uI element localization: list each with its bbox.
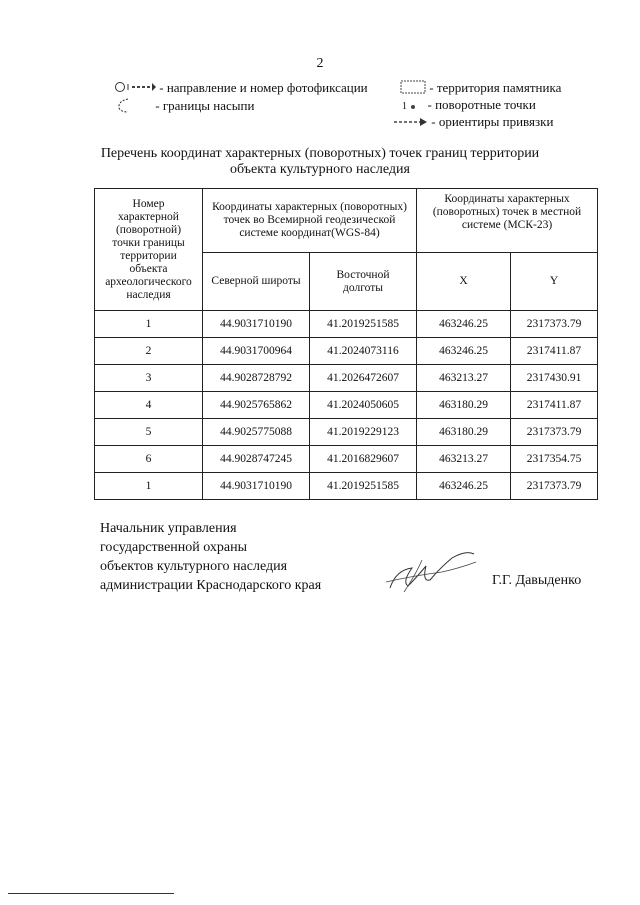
cell-point-number: 1	[95, 473, 203, 500]
cell-point-number: 3	[95, 365, 203, 392]
legend-turning-points-label: - поворотные точки	[427, 97, 536, 112]
cell-x: 463180.29	[417, 419, 511, 446]
table-row	[95, 311, 598, 338]
reference-arrow-icon	[394, 115, 428, 131]
legend-monument-territory-label: - территория памятника	[429, 80, 562, 95]
cell-longitude: 41.2024050605	[310, 392, 417, 419]
cell-x: 463246.25	[417, 338, 511, 365]
signer-title-line-4: администрации Краснодарского края	[100, 578, 322, 593]
cell-latitude: 44.9025775088	[203, 419, 310, 446]
cell-point-number: 1	[95, 311, 203, 338]
document-title	[60, 146, 580, 178]
cell-longitude: 41.2016829607	[310, 446, 417, 473]
cell-y: 2317354.75	[511, 446, 598, 473]
legend-mound-boundaries	[114, 97, 254, 117]
table-row	[95, 419, 598, 446]
title-line-2: объекта культурного наследия	[230, 162, 410, 177]
cell-latitude: 44.9031710190	[203, 473, 310, 500]
cell-longitude: 41.2024073116	[310, 338, 417, 365]
legend-monument-territory	[400, 80, 561, 98]
mound-boundary-icon	[114, 97, 138, 117]
header-y: Y	[511, 253, 598, 311]
table-row	[95, 446, 598, 473]
header-east-longitude: Восточной долготы	[310, 253, 417, 311]
signer-name: Г.Г. Давыденко	[492, 573, 582, 588]
legend-reference-landmarks	[394, 114, 553, 131]
coordinates-table	[94, 188, 598, 500]
cell-point-number: 6	[95, 446, 203, 473]
cell-x: 463180.29	[417, 392, 511, 419]
signature-block	[100, 519, 321, 595]
table-row	[95, 365, 598, 392]
cell-x: 463213.27	[417, 365, 511, 392]
legend-photo-direction-label: - направление и номер фотофиксации	[159, 80, 368, 95]
legend-turning-points	[402, 97, 536, 115]
cell-longitude: 41.2019251585	[310, 311, 417, 338]
header-wgs84: Координаты характерных (поворотных) точек во Всемирной геодезической системе координат(WGS-84)	[203, 189, 417, 253]
legend-mound-boundaries-label: - границы насыпи	[155, 97, 255, 113]
title-line-1: Перечень координат характерных (поворотных) точек границ территории	[100, 146, 540, 161]
table-row	[95, 473, 598, 500]
cell-y: 2317373.79	[511, 311, 598, 338]
cell-x: 463246.25	[417, 473, 511, 500]
cell-y: 2317411.87	[511, 392, 598, 419]
signer-title-line-1: Начальник управления	[100, 521, 237, 536]
legend-photo-direction	[114, 80, 368, 97]
cell-point-number: 5	[95, 419, 203, 446]
page-number: 2	[316, 56, 324, 71]
turning-point-icon	[410, 98, 416, 114]
territory-icon	[400, 80, 426, 98]
header-x: X	[417, 253, 511, 311]
footnote-divider	[8, 893, 174, 894]
table-row	[95, 338, 598, 365]
cell-longitude: 41.2026472607	[310, 365, 417, 392]
table-row	[95, 392, 598, 419]
cell-x: 463213.27	[417, 446, 511, 473]
cell-latitude: 44.9025765862	[203, 392, 310, 419]
cell-longitude: 41.2019251585	[310, 473, 417, 500]
cell-latitude: 44.9031700964	[203, 338, 310, 365]
cell-y: 2317430.91	[511, 365, 598, 392]
signer-title-line-2: государственной охраны	[100, 540, 248, 555]
cell-point-number: 2	[95, 338, 203, 365]
signer-title-line-3: объектов культурного наследия	[100, 559, 288, 574]
cell-x: 463246.25	[417, 311, 511, 338]
cell-y: 2317373.79	[511, 473, 598, 500]
handwritten-signature	[382, 548, 478, 603]
cell-latitude: 44.9031710190	[203, 311, 310, 338]
header-msk23: Координаты характерных (поворотных) точек в местной системе (МСК-23)	[417, 189, 598, 253]
cell-latitude: 44.9028728792	[203, 365, 310, 392]
cell-y: 2317411.87	[511, 338, 598, 365]
header-north-latitude: Северной широты	[203, 253, 310, 311]
cell-latitude: 44.9028747245	[203, 446, 310, 473]
header-point-number: Номер характерной (поворотной) точки границы территории объекта археологического наследия	[95, 189, 203, 311]
cell-point-number: 4	[95, 392, 203, 419]
cell-y: 2317373.79	[511, 419, 598, 446]
turning-point-marker: 1	[402, 101, 407, 112]
cell-longitude: 41.2019229123	[310, 419, 417, 446]
photo-direction-icon	[114, 81, 156, 97]
legend-reference-landmarks-label: - ориентиры привязки	[431, 114, 554, 129]
